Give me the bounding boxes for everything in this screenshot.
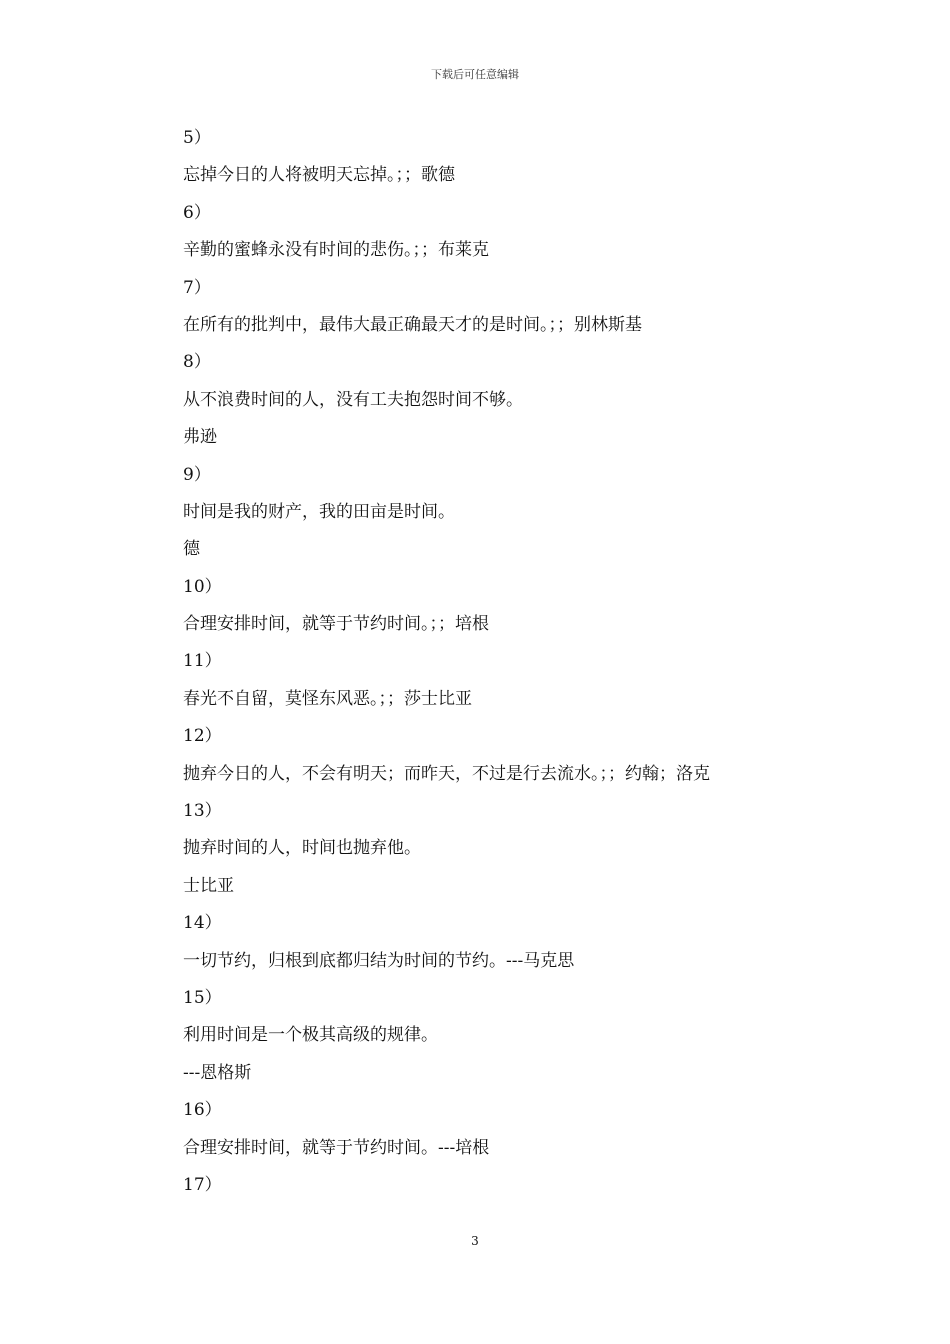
quote-author: 德	[183, 539, 200, 560]
quote-line: 时间是我的财产，我的田亩是时间。	[183, 501, 455, 522]
quote-author: 弗逊	[183, 427, 217, 448]
quote-author: ---恩格斯	[183, 1062, 252, 1083]
quote-line: 在所有的批判中，最伟大最正确最天才的是时间。；；别林斯基	[183, 314, 642, 335]
quote-line: 利用时间是一个极其高级的规律。	[183, 1025, 438, 1046]
quote-line: 合理安排时间，就等于节约时间。---培根	[183, 1137, 490, 1158]
list-number: 7）	[183, 277, 211, 298]
list-number: 13）	[183, 801, 222, 822]
document-body	[183, 124, 863, 1208]
page-header: 下载后可任意编辑	[431, 68, 519, 81]
quote-line: 辛勤的蜜蜂永没有时间的悲伤。；；布莱克	[183, 240, 489, 261]
quote-line: 抛弃时间的人，时间也抛弃他。	[183, 838, 421, 859]
list-number: 12）	[183, 726, 222, 747]
quote-line: 春光不自留，莫怪东风恶。；；莎士比亚	[183, 688, 472, 709]
quote-line: 忘掉今日的人将被明天忘掉。；；歌德	[183, 165, 455, 186]
page-number: 3	[471, 1234, 479, 1248]
list-number: 14）	[183, 913, 222, 934]
list-number: 17）	[183, 1174, 222, 1195]
list-number: 6）	[183, 202, 211, 223]
list-number: 11）	[183, 651, 222, 672]
quote-line: 抛弃今日的人，不会有明天；而昨天，不过是行去流水。；；约翰；洛克	[183, 763, 710, 784]
list-number: 8）	[183, 352, 211, 373]
list-number: 15）	[183, 987, 222, 1008]
quote-author: 士比亚	[183, 875, 234, 896]
quote-line: 从不浪费时间的人，没有工夫抱怨时间不够。	[183, 389, 523, 410]
list-number: 9）	[183, 464, 211, 485]
list-number: 16）	[183, 1100, 222, 1121]
list-number: 5）	[183, 128, 211, 148]
quote-line: 合理安排时间，就等于节约时间。；；培根	[183, 614, 489, 635]
list-number: 10）	[183, 576, 222, 597]
quote-line: 一切节约，归根到底都归结为时间的节约。---马克思	[183, 950, 575, 971]
